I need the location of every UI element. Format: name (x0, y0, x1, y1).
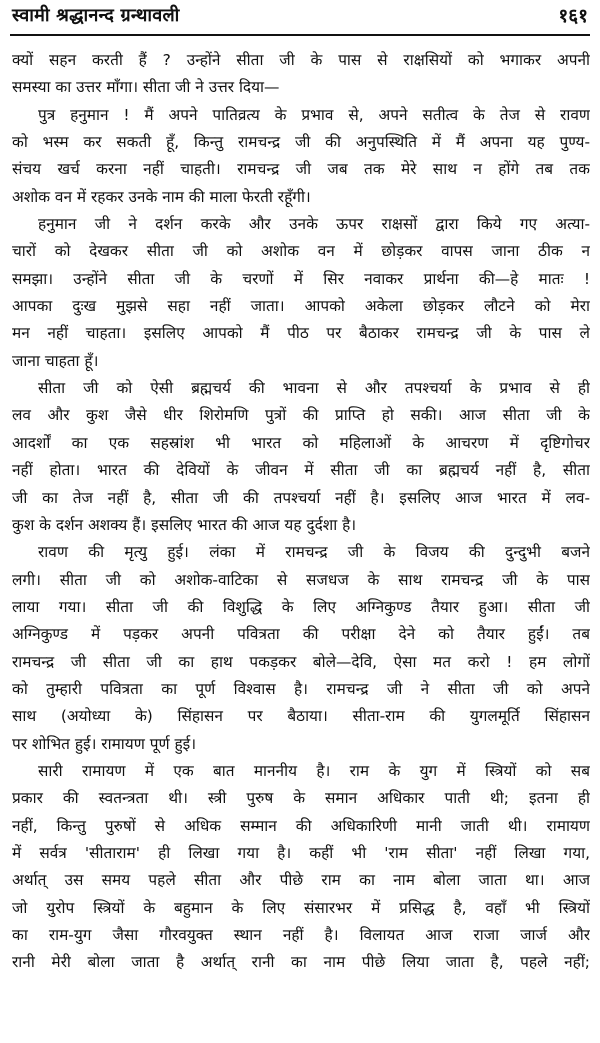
text-line: हनुमान जी ने दर्शन करके और उनके ऊपर राक्षसों द्वारा किये गए अत्या- (38, 215, 590, 234)
text-line: को तुम्हारी पवित्रता का पूर्ण विश्वास है। रामचन्द्र जी ने सीता जी को अपने (12, 679, 590, 698)
text-line: प्रकार की स्वतन्त्रता थी। स्त्री पुरुष के समान अधिकार पाती थी; इतना ही (12, 789, 590, 808)
text-line: संचय खर्च करना नहीं चाहती। रामचन्द्र जी जब तक मेरे साथ न होंगे तब तक (12, 160, 590, 179)
text-line: कुश के दर्शन अशक्य हैं। इसलिए भारत की आज यह दुर्दशा है। (12, 515, 357, 534)
running-head (10, 0, 590, 36)
paragraph-2 (12, 102, 590, 211)
text-line: रामचन्द्र जी सीता जी का हाथ पकड़कर बोले—देवि, ऐसा मत करो ! हम लोगों (12, 652, 590, 671)
text-line: लगी। सीता जी को अशोक-वाटिका से सजधज के साथ रामचन्द्र जी के पास (12, 570, 590, 589)
text-line: आपका दुःख मुझसे सहा नहीं जाता। आपको अकेला छोड़कर लौटने को मेरा (12, 297, 590, 316)
text-line: का राम-युग जैसा गौरवयुक्त स्थान नहीं है। विलायत आज राजा जार्ज और (12, 926, 590, 944)
text-line: साथ (अयोध्या के) सिंहासन पर बैठाया। सीता-राम की युगलमूर्ति सिंहासन (12, 707, 590, 726)
paragraph-6 (12, 758, 590, 977)
text-line: चारों को देखकर सीता जी को अशोक वन में छोड़कर वापस जाना ठीक न (12, 242, 590, 261)
text-line: नहीं होता। भारत की देवियों के जीवन में सीता जी का ब्रह्मचर्य नहीं है, सीता (12, 461, 590, 480)
paragraph-4 (12, 375, 590, 539)
text-line: पर शोभित हुई। रामायण पूर्ण हुई। (12, 734, 197, 753)
text-line: लव और कुश जैसे धीर शिरोमणि पुत्रों की प्राप्ति हो सकी। आज सीता जी के (12, 406, 590, 425)
text-line: अग्निकुण्ड में पड़कर अपनी पवित्रता की परीक्षा देने को तैयार हुईं। तब (12, 625, 590, 644)
text-line: अशोक वन में रहकर उनके नाम की माला फेरती रहूँगी। (12, 187, 311, 206)
text-line: मन नहीं चाहता। इसलिए आपको मैं पीठ पर बैठाकर रामचन्द्र जी के पास ले (12, 324, 590, 343)
text-line: पुत्र हनुमान ! मैं अपने पातिव्रत्य के प्रभाव से, अपने सतीत्व के तेज से रावण (38, 105, 590, 124)
text-line: अर्थात् उस समय पहले सीता और पीछे राम का नाम बोला जाता था। आज (12, 871, 590, 890)
page-number: १६१ (558, 5, 588, 27)
text-line: को भस्म कर सकती हूँ, किन्तु रामचन्द्र जी की अनुपस्थिति में मैं अपना यह पुण्य- (12, 133, 590, 152)
text-line: रावण की मृत्यु हुई। लंका में रामचन्द्र जी के विजय की दुन्दुभी बजने (38, 543, 590, 562)
text-line: जाना चाहता हूँ। (12, 351, 99, 370)
text-line: सीता जी को ऐसी ब्रह्मचर्य की भावना से और तपश्चर्या के प्रभाव से ही (38, 379, 590, 398)
text-line: सारी रामायण में एक बात माननीय है। राम के युग में स्त्रियों को सब (38, 761, 590, 780)
text-line: समझा। उन्होंने सीता जी के चरणों में सिर नवाकर प्रार्थना की—हे मातः ! (12, 269, 590, 288)
text-line: आदर्शों का एक सहस्रांश भी भारत को महिलाओं के आचरण में दृष्टिगोचर (12, 433, 590, 452)
text-line: लाया गया। सीता जी की विशुद्धि के लिए अग्निकुण्ड तैयार हुआ। सीता जी (12, 597, 590, 616)
paragraph-3 (12, 211, 590, 375)
text-line: क्यों सहन करती हैं ? उन्होंने सीता जी के पास से राक्षसियों को भगाकर अपनी (12, 51, 590, 69)
paragraph-1 (12, 47, 590, 102)
text-line: रानी मेरी बोला जाता है अर्थात् रानी का नाम पीछे लिया जाता है, पहले नहीं; (12, 953, 590, 972)
text-line: में सर्वत्र 'सीताराम' ही लिखा गया है। कहीं भी 'राम सीता' नहीं लिखा गया, (12, 843, 590, 862)
text-line: जी का तेज नहीं है, सीता जी की तपश्चर्या नहीं है। इसलिए आज भारत में लव- (12, 488, 590, 507)
text-line: नहीं, किन्तु पुरुषों से अधिक सम्मान की अधिकारिणी मानी जाती थी। रामायण (12, 816, 590, 835)
body-text (12, 47, 590, 1037)
text-line: जो युरोप स्त्रियों के बहुमान के लिए संसारभर में प्रसिद्ध है, वहाँ भी स्त्रियों (12, 898, 590, 917)
book-title: स्वामी श्रद्धानन्द ग्रन्थावली (12, 5, 180, 26)
text-line: समस्या का उत्तर माँगा। सीता जी ने उत्तर दिया— (12, 78, 280, 97)
paragraph-5 (12, 539, 590, 758)
